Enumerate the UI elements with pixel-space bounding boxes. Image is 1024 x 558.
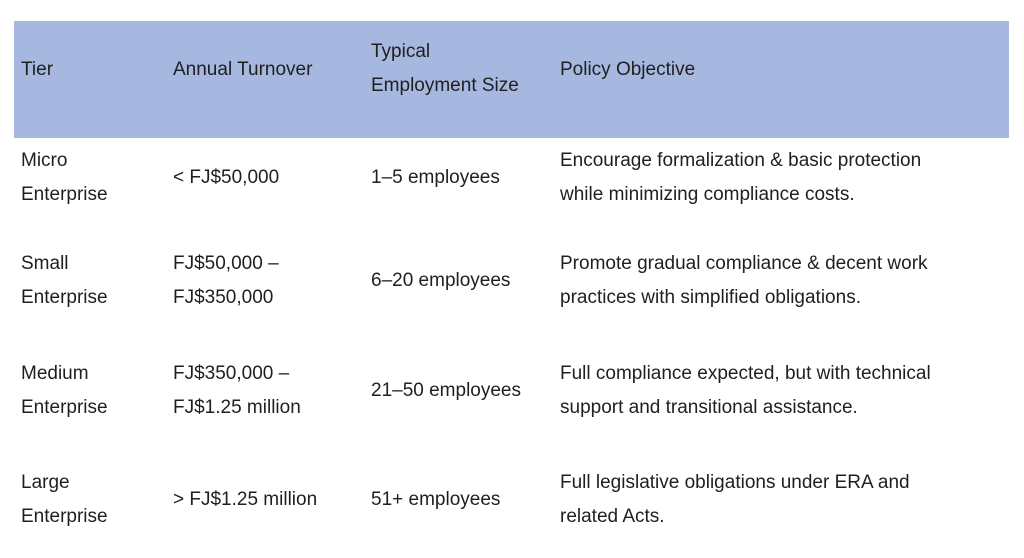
header-annual-turnover: Annual Turnover — [173, 59, 313, 80]
cell-objective: Promote gradual compliance & decent work practices with simplified obligations. — [560, 253, 928, 308]
table-row — [14, 242, 1009, 352]
cell-objective: Full legislative obligations under ERA and related Acts. — [560, 472, 910, 527]
cell-employment: 6–20 employees — [371, 270, 511, 291]
cell-turnover: > FJ$1.25 million — [173, 489, 318, 510]
enterprise-tier-table — [14, 21, 1009, 558]
cell-objective: Encourage formalization & basic protection while minimizing compliance costs. — [560, 150, 922, 205]
cell-turnover: FJ$50,000 – FJ$350,000 — [173, 253, 279, 308]
cell-objective: Full compliance expected, but with technical support and transitional assistance. — [560, 363, 931, 418]
cell-tier: Large Enterprise — [21, 472, 108, 527]
cell-tier: Small Enterprise — [21, 253, 108, 308]
table-row — [14, 138, 1009, 242]
cell-employment: 51+ employees — [371, 489, 501, 510]
cell-employment: 21–50 employees — [371, 380, 521, 401]
header-employment-size: Typical Employment Size — [371, 41, 519, 96]
cell-turnover: FJ$350,000 – FJ$1.25 million — [173, 363, 301, 418]
table-header-row — [14, 21, 1009, 138]
header-tier: Tier — [21, 59, 54, 80]
cell-employment: 1–5 employees — [371, 167, 500, 188]
cell-tier: Micro Enterprise — [21, 150, 108, 205]
cell-tier: Medium Enterprise — [21, 363, 108, 418]
cell-turnover: < FJ$50,000 — [173, 167, 280, 188]
table-row — [14, 352, 1009, 460]
table-row — [14, 460, 1009, 558]
header-policy-objective: Policy Objective — [560, 59, 696, 80]
